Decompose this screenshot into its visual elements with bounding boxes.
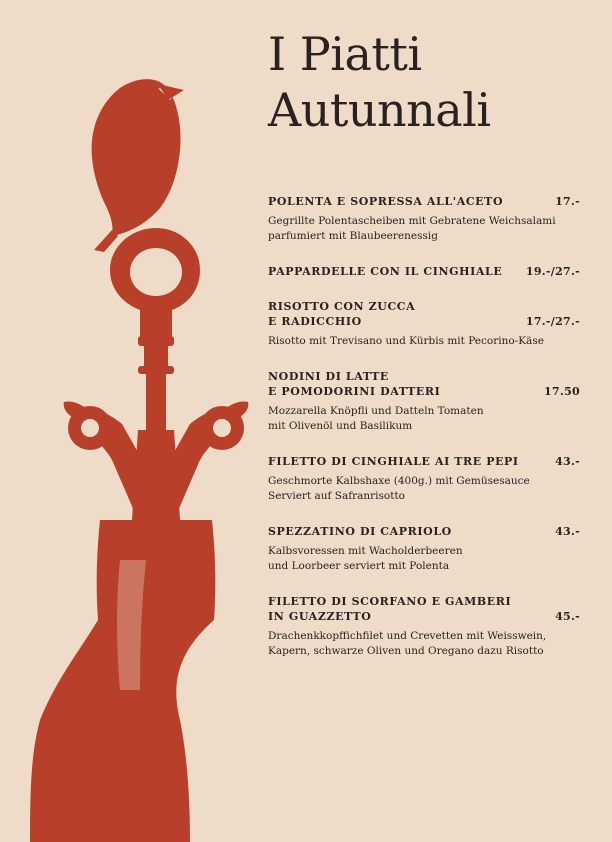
dish-price: 17.-/27.- <box>525 315 580 328</box>
dish-description: Risotto mit Trevisano und Kürbis mit Pecorino-Käse <box>268 335 544 347</box>
menu-list <box>268 194 580 679</box>
page-title-line-2: Autunnali <box>268 83 491 137</box>
dish-description: Drachenkkopffichfilet und Crevetten mit Weisswein, Kapern, schwarze Oliven und Oregano dazu Risotto <box>268 630 547 657</box>
bird-tail <box>94 230 118 252</box>
dish-description: Kalbsvoressen mit Wacholderbeeren und Loorbeer serviert mit Polenta <box>268 545 463 572</box>
dish-price: 43.- <box>555 455 580 468</box>
dish-header <box>268 194 580 209</box>
dish-header <box>268 299 580 329</box>
dish-item <box>268 524 580 574</box>
dish-price: 19.-/27.- <box>525 265 580 278</box>
dish-description: Geschmorte Kalbshaxe (400g.) mit Gemüsesauce Serviert auf Safranrisotto <box>268 475 530 502</box>
dish-price: 17.- <box>555 195 580 208</box>
dish-name: FILETTO DI CINGHIALE AI TRE PEPI <box>268 455 519 468</box>
page-title-line-1: I Piatti <box>268 27 422 81</box>
dish-name: RISOTTO CON ZUCCA E RADICCHIO <box>268 300 416 328</box>
dish-price: 17.50 <box>544 385 580 398</box>
dish-description: Gegrillte Polentascheiben mit Gebratene Weichsalami parfumiert mit Blaubeerenessig <box>268 215 556 242</box>
dish-item <box>268 194 580 244</box>
dish-header <box>268 369 580 399</box>
corkscrew-handle <box>110 228 200 336</box>
dish-name: SPEZZATINO DI CAPRIOLO <box>268 525 452 538</box>
dish-price: 43.- <box>555 525 580 538</box>
dish-header <box>268 264 580 279</box>
corkscrew-shaft <box>138 336 174 346</box>
bird-on-corkscrew-bottle-icon <box>0 0 250 842</box>
dish-name: NODINI DI LATTE E POMODORINI DATTERI <box>268 370 441 398</box>
bottle-neck <box>97 520 216 620</box>
dish-item <box>268 454 580 504</box>
dish-name: FILETTO DI SCORFANO E GAMBERI IN GUAZZETTO <box>268 595 512 623</box>
dish-item <box>268 369 580 434</box>
dish-price: 45.- <box>555 610 580 623</box>
corkscrew-body <box>132 430 180 520</box>
dish-item <box>268 299 580 349</box>
dish-description: Mozzarella Knöpfli und Datteln Tomaten mit Olivenöl und Basilikum <box>268 405 484 432</box>
dish-header <box>268 594 580 624</box>
dish-name: PAPPARDELLE CON IL CINGHIALE <box>268 265 503 278</box>
dish-item <box>268 594 580 659</box>
dish-header <box>268 524 580 539</box>
dish-header <box>268 454 580 469</box>
dish-name: POLENTA E SOPRESSA ALL'ACETO <box>268 195 504 208</box>
page-title <box>268 26 491 138</box>
bird-shape <box>92 79 181 236</box>
dish-item <box>268 264 580 279</box>
